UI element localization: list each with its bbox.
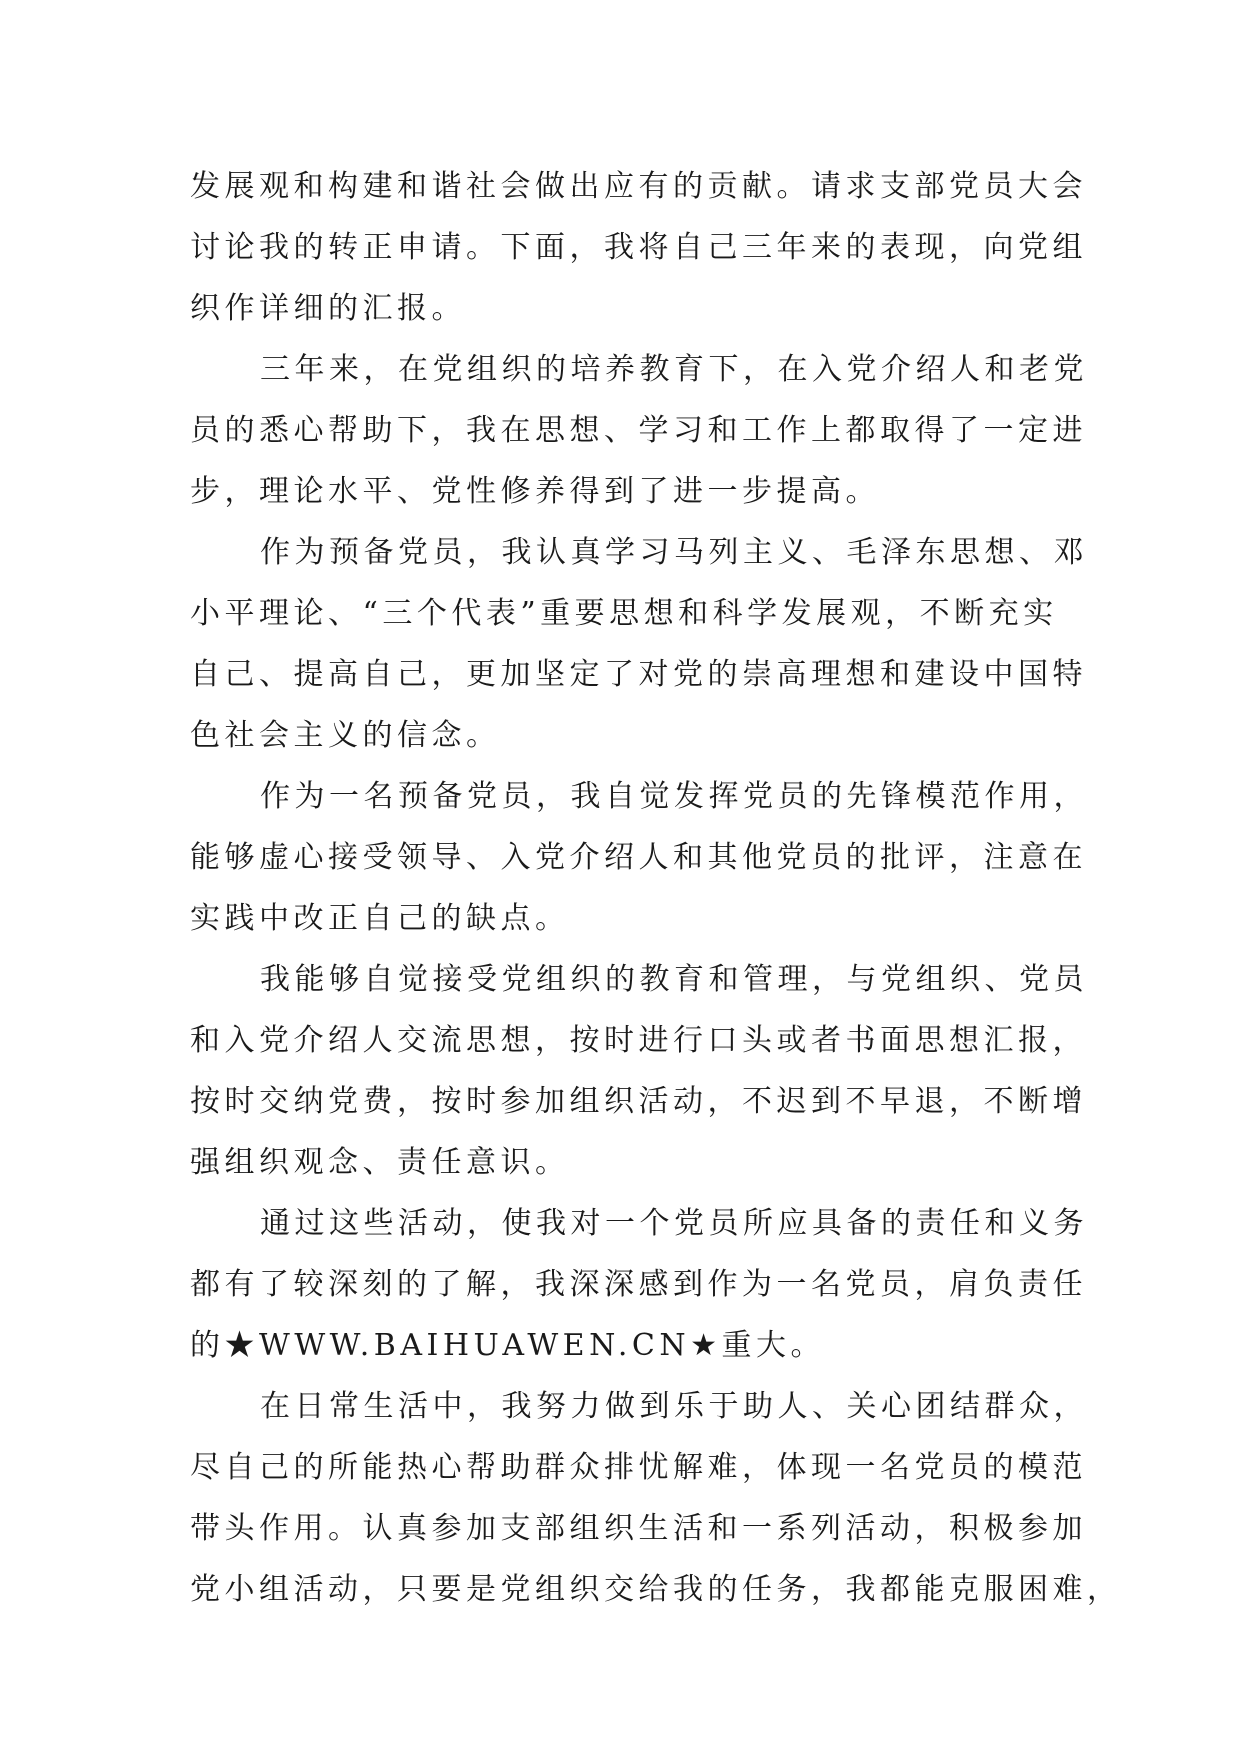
document-body — [190, 156, 1122, 1620]
paragraph-first-line: 在日常生活中，我努力做到乐于助人、关心团结群众， — [260, 1389, 1088, 1424]
text-line: 和入党介绍人交流思想，按时进行口头或者书面思想汇报， — [190, 1023, 1087, 1058]
text-line: 色社会主义的信念。 — [190, 718, 501, 753]
text-line: 步，理论水平、党性修养得到了进一步提高。 — [190, 474, 880, 509]
text-line: 党小组活动，只要是党组织交给我的任务，我都能克服困难， — [190, 1572, 1122, 1607]
text-line: 实践中改正自己的缺点。 — [190, 901, 570, 936]
paragraph-first-line: 作为预备党员，我认真学习马列主义、毛泽东思想、邓 — [260, 535, 1088, 570]
text-line: 讨论我的转正申请。下面，我将自己三年来的表现，向党组 — [190, 230, 1087, 265]
paragraph-first-line: 通过这些活动，使我对一个党员所应具备的责任和义务 — [260, 1206, 1088, 1241]
text-line: 小平理论、“三个代表”重要思想和科学发展观，不断充实 — [190, 596, 1058, 631]
text-line: 强组织观念、责任意识。 — [190, 1145, 570, 1180]
paragraph-first-line: 我能够自觉接受党组织的教育和管理，与党组织、党员 — [260, 962, 1088, 997]
text-line: 按时交纳党费，按时参加组织活动，不迟到不早退，不断增 — [190, 1084, 1087, 1119]
text-line: 带头作用。认真参加支部组织生活和一系列活动，积极参加 — [190, 1511, 1087, 1546]
text-line: 织作详细的汇报。 — [190, 291, 466, 326]
text-line: 的★WWW.BAIHUAWEN.CN★重大。 — [190, 1328, 826, 1363]
text-line: 发展观和构建和谐社会做出应有的贡献。请求支部党员大会 — [190, 169, 1087, 204]
text-line: 员的悉心帮助下，我在思想、学习和工作上都取得了一定进 — [190, 413, 1087, 448]
text-line: 都有了较深刻的了解，我深深感到作为一名党员，肩负责任 — [190, 1267, 1087, 1302]
text-line: 能够虚心接受领导、入党介绍人和其他党员的批评，注意在 — [190, 840, 1087, 875]
text-line: 尽自己的所能热心帮助群众排忧解难，体现一名党员的模范 — [190, 1450, 1087, 1485]
paragraph-first-line: 三年来，在党组织的培养教育下，在入党介绍人和老党 — [260, 352, 1088, 387]
paragraph-first-line: 作为一名预备党员，我自觉发挥党员的先锋模范作用， — [260, 779, 1088, 814]
text-line: 自己、提高自己，更加坚定了对党的崇高理想和建设中国特 — [190, 657, 1087, 692]
